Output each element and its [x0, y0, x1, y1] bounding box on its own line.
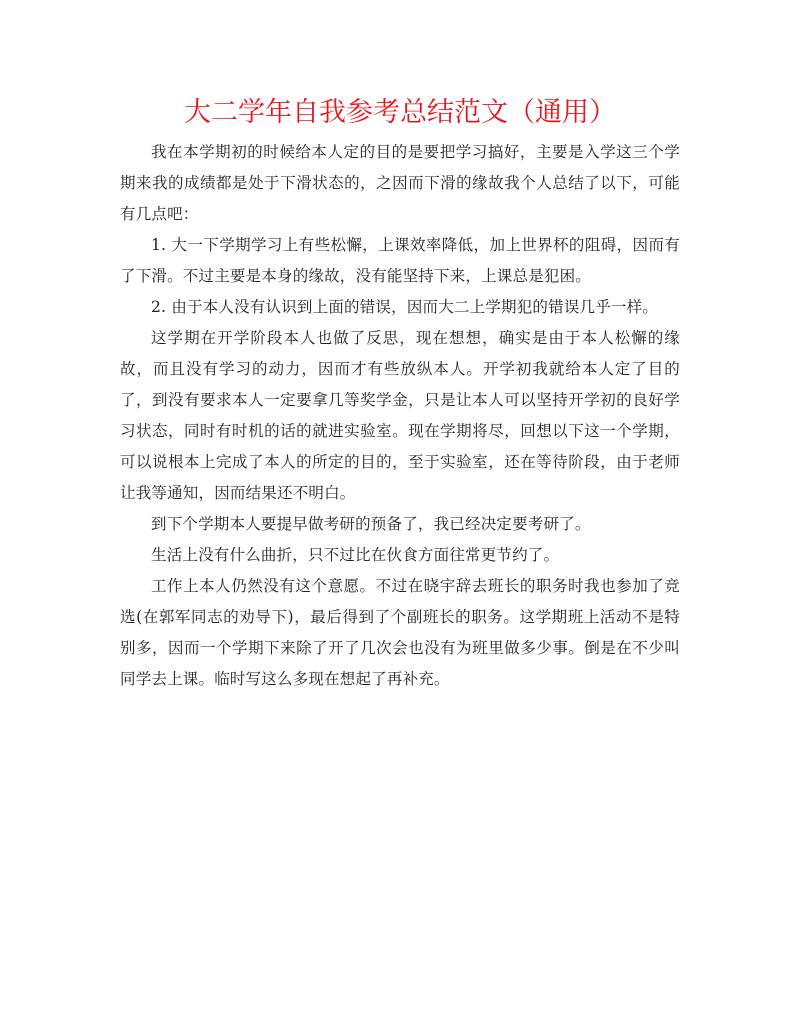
paragraph-work: 工作上本人仍然没有这个意愿。不过在晓宇辞去班长的职务时我也参加了竞选(在郭军同志的劝导下)，最后得到了个副班长的职务。这学期班上活动不是特别多，因而一个学期下来除了开了几次会也没有为班里做多少事。倒是在不少叫同学去上课。临时写这么多现在想起了再补充。 [120, 577, 680, 688]
document-title: 大二学年自我参考总结范文（通用） [184, 97, 616, 128]
paragraph-intro: 我在本学期初的时候给本人定的目的是要把学习搞好，主要是入学这三个学期来我的成绩都是处于下滑状态的，之因而下滑的缘故我个人总结了以下，可能有几点吧： [120, 143, 680, 223]
paragraph-point-2: 2. 由于本人没有认识到上面的错误，因而大二上学期犯的错误几乎一样。 [151, 298, 659, 316]
paragraph-life: 生活上没有什么曲折，只不过比在伙食方面往常更节约了。 [151, 546, 560, 564]
paragraph-reflection: 这学期在开学阶段本人也做了反思，现在想想，确实是由于本人松懈的缘故，而且没有学习的动力，因而才有些放纵本人。开学初我就给本人定了目的了，到没有要求本人一定要拿几等奖学金，只是让本人可以坚持开学初的良好学习状态，同时有时机的话的就进实验室。现在学期将尽，回想以下这一个学期，可以说根本上完成了本人的所定的目的，至于实验室，还在等待阶段，由于老师让我等通知，因而结果还不明白。 [120, 329, 680, 502]
document-body [120, 137, 680, 695]
paragraph-next-semester: 到下个学期本人要提早做考研的预备了，我已经决定要考研了。 [151, 515, 591, 533]
paragraph-point-1: 1. 大一下学期学习上有些松懈，上课效率降低，加上世界杯的阻碍，因而有了下滑。不过主要是本身的缘故，没有能坚持下来，上课总是犯困。 [120, 236, 680, 285]
